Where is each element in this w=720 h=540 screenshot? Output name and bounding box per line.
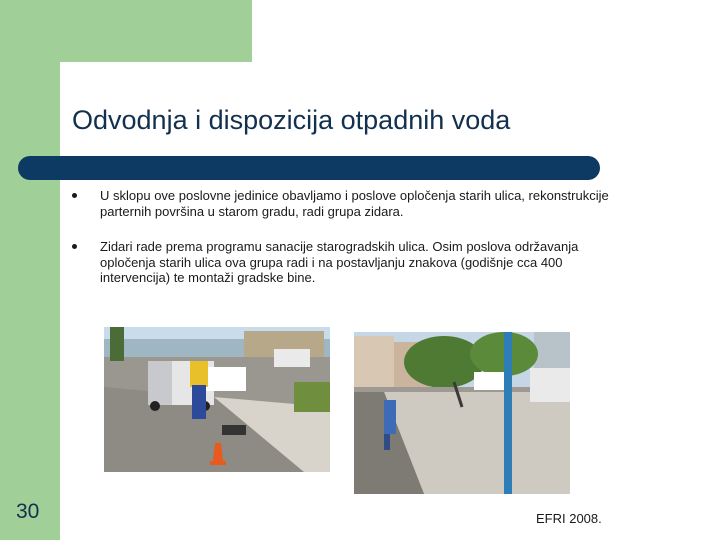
decor-green-left [0,0,60,540]
photo-paved-street [354,332,570,494]
title-underline-bar [18,156,600,180]
bullet-text: Zidari rade prema programu sanacije starogradskih ulica. Osim poslova održavanja opločenja starih ulica ova grupa radi i na postavljanju znakova (godišnje cca 400 intervencija) te montaži gradske bine. [100,239,579,285]
bullet-item [72,188,632,219]
slide-title: Odvodnja i dispozicija otpadnih voda [72,105,511,135]
photo-worker-at-truck [104,327,330,472]
footer-text: EFRI 2008. [536,511,602,526]
slide-number: 30 [16,500,40,523]
bullet-dot-icon [72,244,77,249]
bullet-list [72,188,632,286]
bullet-item [72,239,632,286]
bullet-dot-icon [72,193,77,198]
bullet-text: U sklopu ove poslovne jedinice obavljamo i poslove opločenja starih ulica, rekonstrukcije parternih površina u starom gradu, radi grupa zidara. [100,188,609,219]
